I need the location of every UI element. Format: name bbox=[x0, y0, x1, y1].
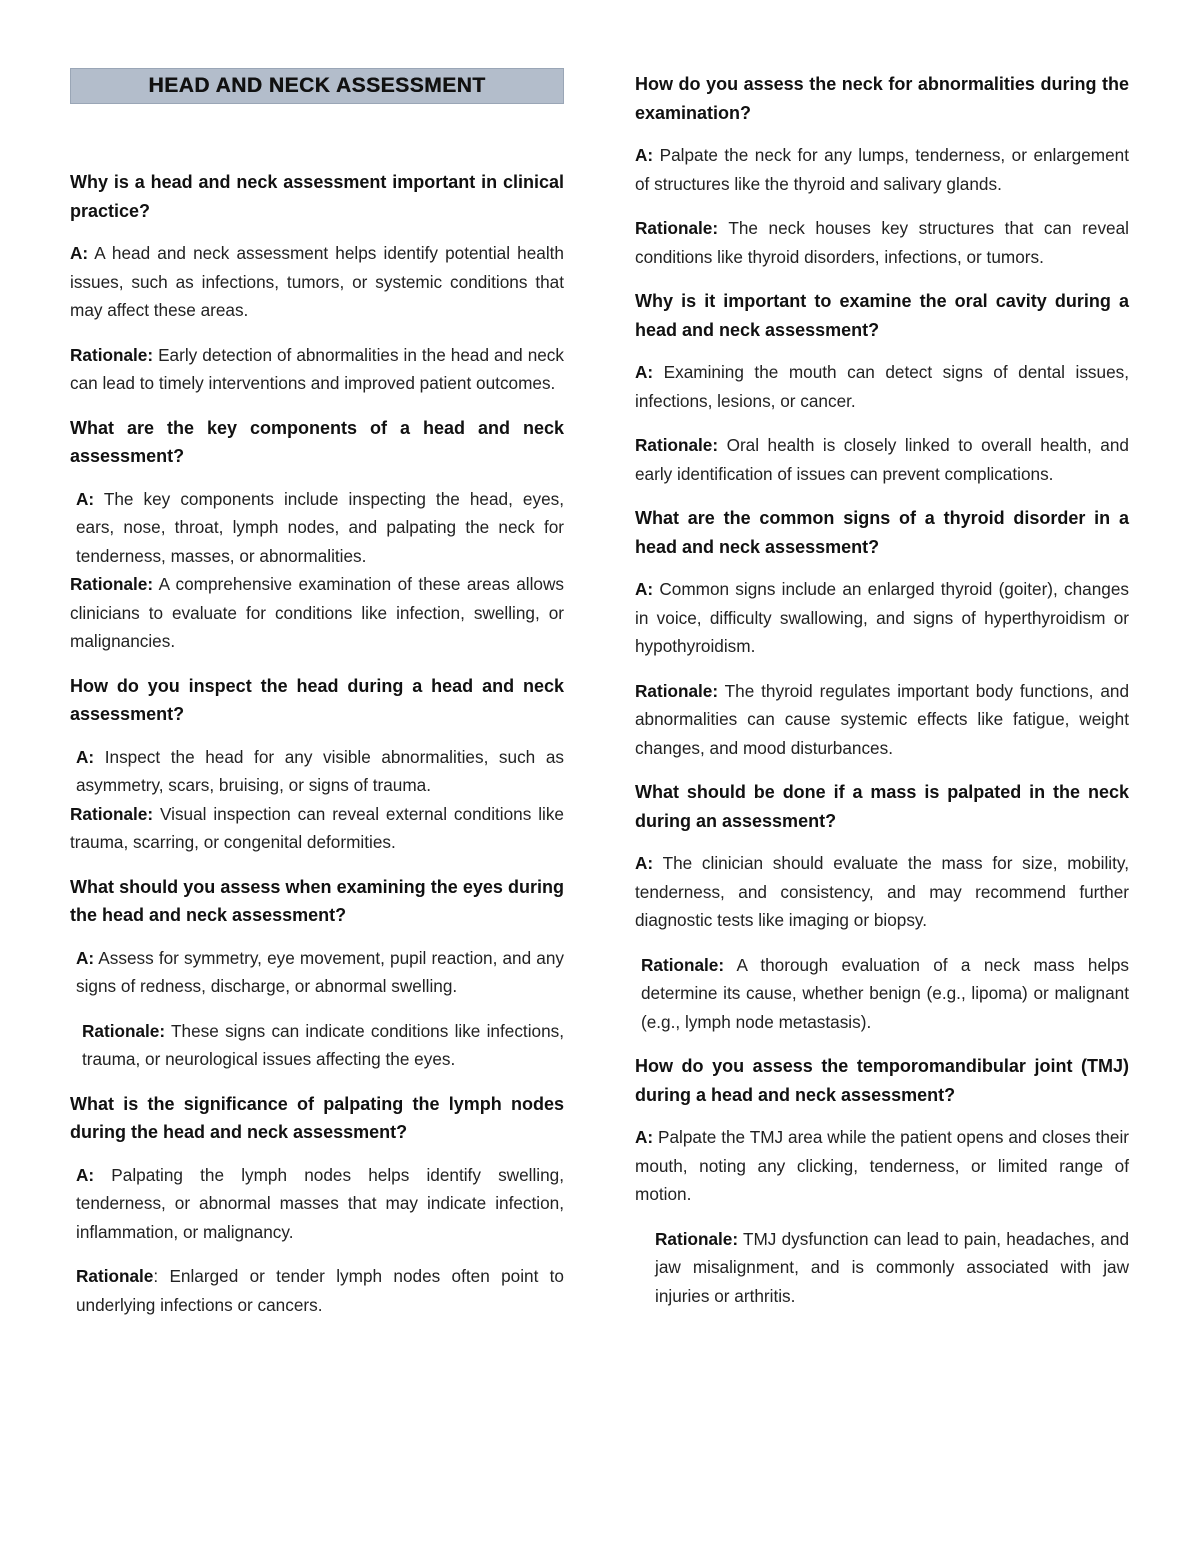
rationale-label: Rationale: bbox=[641, 954, 725, 975]
qa-item bbox=[70, 168, 564, 398]
rationale-text: These signs can indicate conditions like infections, trauma, or neurological issues affecting the eyes. bbox=[82, 1020, 564, 1069]
qa-item bbox=[70, 873, 564, 1074]
rationale-text: TMJ dysfunction can lead to pain, headaches, and jaw misalignment, and is commonly associated with jaw injuries or arthritis. bbox=[655, 1228, 1129, 1306]
answer bbox=[70, 1161, 564, 1247]
rationale-text: The neck houses key structures that can reveal conditions like thyroid disorders, infections, or tumors. bbox=[635, 218, 1129, 267]
qa-item bbox=[635, 1052, 1129, 1310]
answer-label: A: bbox=[76, 746, 95, 767]
question: How do you assess the temporomandibular joint (TMJ) during a head and neck assessment? bbox=[635, 1056, 1129, 1105]
rationale bbox=[635, 431, 1129, 488]
answer-text: The key components include inspecting the head, eyes, ears, nose, throat, lymph nodes, and palpating the neck for tenderness, masses, or abnormalities. bbox=[76, 488, 564, 566]
rationale bbox=[70, 570, 564, 656]
answer bbox=[635, 358, 1129, 415]
rationale-label: Rationale: bbox=[635, 680, 719, 701]
answer bbox=[635, 575, 1129, 661]
rationale-text: A comprehensive examination of these areas allows clinicians to evaluate for conditions like infection, swelling, or malignancies. bbox=[70, 574, 564, 651]
answer bbox=[70, 944, 564, 1001]
question: How do you assess the neck for abnormalities during the examination? bbox=[635, 74, 1129, 123]
rationale-label: Rationale: bbox=[70, 574, 154, 594]
qa-item bbox=[635, 504, 1129, 762]
question: What are the common signs of a thyroid disorder in a head and neck assessment? bbox=[635, 508, 1129, 557]
answer bbox=[70, 743, 564, 800]
answer bbox=[635, 141, 1129, 198]
qa-item bbox=[70, 672, 564, 857]
answer-text: Examining the mouth can detect signs of dental issues, infections, lesions, or cancer. bbox=[635, 362, 1129, 411]
rationale-text: Oral health is closely linked to overall health, and early identification of issues can prevent complications. bbox=[635, 435, 1129, 484]
answer bbox=[70, 485, 564, 571]
rationale-label: Rationale: bbox=[70, 803, 154, 824]
left-column bbox=[70, 68, 564, 1335]
answer-label: A: bbox=[76, 947, 95, 968]
answer-label: A: bbox=[635, 145, 654, 165]
answer-text: Palpating the lymph nodes helps identify swelling, tenderness, or abnormal masses that may indicate infection, inflammation, or malignancy. bbox=[76, 1164, 564, 1242]
rationale bbox=[70, 1262, 564, 1319]
answer-text: Palpate the neck for any lumps, tenderness, or enlargement of structures like the thyroid and salivary glands. bbox=[635, 145, 1129, 194]
answer-label: A: bbox=[635, 362, 654, 382]
answer-label: A: bbox=[76, 488, 95, 509]
question: What should you assess when examining the eyes during the head and neck assessment? bbox=[70, 876, 564, 925]
rationale-text: The thyroid regulates important body functions, and abnormalities can cause systemic effects like fatigue, weight changes, and mood disturbances. bbox=[635, 680, 1129, 758]
answer-label: A: bbox=[76, 1164, 95, 1185]
question: How do you inspect the head during a head and neck assessment? bbox=[70, 675, 564, 724]
rationale bbox=[70, 1017, 564, 1074]
question: What should be done if a mass is palpated in the neck during an assessment? bbox=[635, 782, 1129, 831]
rationale bbox=[70, 800, 564, 857]
rationale-label: Rationale: bbox=[655, 1228, 739, 1249]
qa-item bbox=[70, 414, 564, 656]
rationale-text: Early detection of abnormalities in the head and neck can lead to timely interventions and improved patient outcomes. bbox=[70, 344, 564, 393]
rationale-label: Rationale bbox=[76, 1266, 154, 1286]
rationale-text: A thorough evaluation of a neck mass helps determine its cause, whether benign (e.g., lipoma) or malignant (e.g., lymph node metastasis). bbox=[641, 954, 1129, 1032]
question: Why is a head and neck assessment important in clinical practice? bbox=[70, 172, 564, 221]
question: What is the significance of palpating the lymph nodes during the head and neck assessment? bbox=[70, 1093, 564, 1142]
answer-label: A: bbox=[70, 243, 89, 263]
answer-label: A: bbox=[635, 579, 654, 599]
rationale-text: Visual inspection can reveal external conditions like trauma, scarring, or congenital deformities. bbox=[70, 803, 564, 852]
answer-label: A: bbox=[635, 853, 654, 873]
question: Why is it important to examine the oral cavity during a head and neck assessment? bbox=[635, 291, 1129, 340]
qa-item bbox=[70, 1090, 564, 1320]
question: What are the key components of a head and neck assessment? bbox=[70, 417, 564, 466]
rationale bbox=[635, 951, 1129, 1037]
answer-text: Assess for symmetry, eye movement, pupil reaction, and any signs of redness, discharge, or abnormal swelling. bbox=[76, 947, 564, 996]
answer bbox=[70, 239, 564, 325]
answer-text: Common signs include an enlarged thyroid (goiter), changes in voice, difficulty swallowing, and signs of hyperthyroidism or hypothyroidism. bbox=[635, 579, 1129, 656]
rationale-label: Rationale: bbox=[635, 435, 719, 455]
right-column bbox=[635, 70, 1129, 1326]
qa-item bbox=[635, 70, 1129, 271]
answer bbox=[635, 849, 1129, 935]
qa-item bbox=[635, 287, 1129, 488]
rationale bbox=[70, 341, 564, 398]
answer bbox=[635, 1123, 1129, 1209]
rationale-label: Rationale: bbox=[82, 1020, 166, 1041]
page-title: HEAD AND NECK ASSESSMENT bbox=[148, 74, 486, 97]
answer-text: Inspect the head for any visible abnormalities, such as asymmetry, scars, bruising, or signs of trauma. bbox=[76, 746, 564, 795]
answer-label: A: bbox=[635, 1127, 654, 1147]
rationale-text: : Enlarged or tender lymph nodes often point to underlying infections or cancers. bbox=[76, 1266, 564, 1315]
rationale bbox=[635, 1225, 1129, 1311]
rationale bbox=[635, 677, 1129, 763]
rationale bbox=[635, 214, 1129, 271]
answer-text: Palpate the TMJ area while the patient opens and closes their mouth, noting any clicking, tenderness, or limited range of motion. bbox=[635, 1127, 1129, 1204]
answer-text: The clinician should evaluate the mass for size, mobility, tenderness, and consistency, and may recommend further diagnostic tests like imaging or biopsy. bbox=[635, 853, 1129, 930]
answer-text: A head and neck assessment helps identify potential health issues, such as infections, tumors, or systemic conditions that may affect these areas. bbox=[70, 243, 564, 320]
title-banner bbox=[70, 68, 564, 104]
rationale-label: Rationale: bbox=[70, 344, 154, 365]
rationale-label: Rationale: bbox=[635, 218, 719, 238]
qa-item bbox=[635, 778, 1129, 1036]
